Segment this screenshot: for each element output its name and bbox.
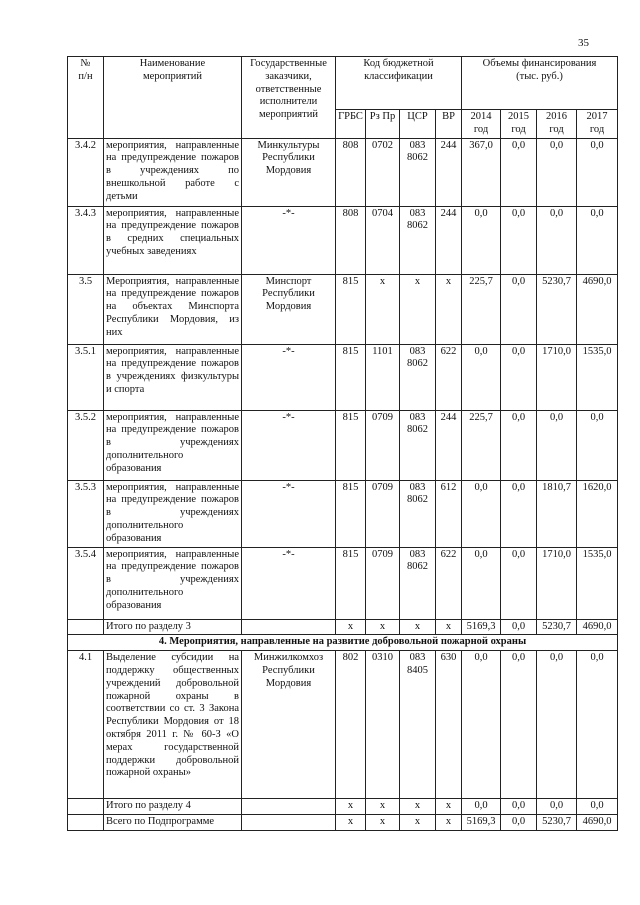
row-rz: х [366, 814, 400, 830]
row-rz: х [366, 799, 400, 815]
header-year-2017: 2017 год [577, 110, 618, 139]
row-2017: 1620,0 [577, 480, 618, 547]
row-2016: 0,0 [537, 206, 577, 274]
row-rz: х [366, 619, 400, 635]
row-name: мероприятия, направленные на предупреждение пожаров в учреждениях дополнительного образования [104, 410, 242, 480]
row-grbs: 808 [336, 206, 366, 274]
row-vr: 244 [436, 206, 462, 274]
row-num: 3.5 [68, 274, 104, 344]
row-2016: 5230,7 [537, 814, 577, 830]
row-grbs: х [336, 619, 366, 635]
row-num: 3.4.3 [68, 206, 104, 274]
row-2014: 367,0 [462, 138, 501, 206]
header-rz: Рз Пр [366, 110, 400, 139]
row-2016: 0,0 [537, 410, 577, 480]
header-num: № п/н [68, 57, 104, 139]
row-2017: 1535,0 [577, 547, 618, 619]
row-rz: 1101 [366, 344, 400, 410]
row-num: 4.1 [68, 651, 104, 799]
row-rz: 0709 [366, 547, 400, 619]
row-rz: 0709 [366, 480, 400, 547]
row-csr: 083 8405 [400, 651, 436, 799]
row-rz: 0310 [366, 651, 400, 799]
row-2017: 4690,0 [577, 814, 618, 830]
row-vr: х [436, 799, 462, 815]
row-grbs: х [336, 814, 366, 830]
row-vr: 244 [436, 138, 462, 206]
row-2017: 0,0 [577, 799, 618, 815]
row-grbs: 808 [336, 138, 366, 206]
row-customer [242, 814, 336, 830]
row-grbs: 815 [336, 274, 366, 344]
row-customer: -*- [242, 206, 336, 274]
total-label: Итого по разделу 4 [104, 799, 242, 815]
row-num [68, 814, 104, 830]
row-num: 3.5.2 [68, 410, 104, 480]
page-number: 35 [578, 37, 589, 49]
row-customer: -*- [242, 344, 336, 410]
row-csr: 083 8062 [400, 547, 436, 619]
row-customer [242, 799, 336, 815]
row-2017: 4690,0 [577, 274, 618, 344]
row-2014: 0,0 [462, 206, 501, 274]
row-2014: 0,0 [462, 547, 501, 619]
row-customer: Минкультуры Республики Мордовия [242, 138, 336, 206]
total-row-section-4 [68, 799, 618, 815]
row-2014: 0,0 [462, 651, 501, 799]
row-vr: 244 [436, 410, 462, 480]
row-2017: 0,0 [577, 138, 618, 206]
row-2015: 0,0 [501, 799, 537, 815]
header-year-2016: 2016 год [537, 110, 577, 139]
row-customer [242, 619, 336, 635]
table-row [68, 206, 618, 274]
row-2014: 225,7 [462, 410, 501, 480]
row-num: 3.5.3 [68, 480, 104, 547]
row-customer: Минспорт Республики Мордовия [242, 274, 336, 344]
table-row [68, 480, 618, 547]
row-2014: 225,7 [462, 274, 501, 344]
row-2017: 0,0 [577, 206, 618, 274]
row-name: мероприятия, направленные на предупреждение пожаров в учреждениях дополнительного образования [104, 480, 242, 547]
row-grbs: 815 [336, 410, 366, 480]
row-vr: 630 [436, 651, 462, 799]
row-csr: 083 8062 [400, 344, 436, 410]
row-rz: 0709 [366, 410, 400, 480]
row-customer: Минжилкомхоз Республики Мордовия [242, 651, 336, 799]
row-vr: 622 [436, 547, 462, 619]
table-row [68, 344, 618, 410]
row-num [68, 619, 104, 635]
row-2016: 1710,0 [537, 547, 577, 619]
header-budget-code: Код бюджетной классификации [336, 57, 462, 110]
row-2016: 1810,7 [537, 480, 577, 547]
row-csr: х [400, 274, 436, 344]
row-csr: х [400, 814, 436, 830]
row-2014: 0,0 [462, 799, 501, 815]
financing-table [67, 56, 618, 831]
row-csr: х [400, 619, 436, 635]
row-grbs: 815 [336, 480, 366, 547]
row-2017: 0,0 [577, 410, 618, 480]
row-2016: 1710,0 [537, 344, 577, 410]
section-4-header [68, 635, 618, 651]
total-label: Итого по разделу 3 [104, 619, 242, 635]
row-2015: 0,0 [501, 206, 537, 274]
row-vr: х [436, 619, 462, 635]
row-customer: -*- [242, 410, 336, 480]
header-year-2014: 2014 год [462, 110, 501, 139]
row-2014: 5169,3 [462, 619, 501, 635]
row-customer: -*- [242, 480, 336, 547]
row-name: мероприятия, направленные на предупреждение пожаров в средних специальных учебных заведениях [104, 206, 242, 274]
row-csr: 083 8062 [400, 206, 436, 274]
row-2016: 0,0 [537, 799, 577, 815]
header-name: Наименование мероприятий [104, 57, 242, 139]
table-row [68, 651, 618, 799]
row-num: 3.5.1 [68, 344, 104, 410]
row-grbs: х [336, 799, 366, 815]
row-2015: 0,0 [501, 274, 537, 344]
row-2014: 0,0 [462, 480, 501, 547]
row-2015: 0,0 [501, 410, 537, 480]
row-vr: х [436, 274, 462, 344]
row-customer: -*- [242, 547, 336, 619]
row-2016: 5230,7 [537, 274, 577, 344]
header-customers: Государственные заказчики, ответственные исполнители мероприятий [242, 57, 336, 139]
row-num: 3.4.2 [68, 138, 104, 206]
row-rz: 0702 [366, 138, 400, 206]
section-4-title: 4. Мероприятия, направленные на развитие добровольной пожарной охраны [68, 635, 618, 651]
row-vr: х [436, 814, 462, 830]
table-row [68, 138, 618, 206]
row-2015: 0,0 [501, 480, 537, 547]
row-csr: х [400, 799, 436, 815]
row-2016: 5230,7 [537, 619, 577, 635]
row-2017: 1535,0 [577, 344, 618, 410]
header-csr: ЦСР [400, 110, 436, 139]
row-name: мероприятия, направленные на предупреждение пожаров в учреждениях дополнительного образования [104, 547, 242, 619]
header-row-1 [68, 57, 618, 110]
total-row-section-3 [68, 619, 618, 635]
row-name: мероприятия, направленные на предупреждение пожаров в учреждениях по внешкольной работе с детьми [104, 138, 242, 206]
header-financing: Объемы финансирования (тыс. руб.) [462, 57, 618, 110]
table-row [68, 547, 618, 619]
row-2015: 0,0 [501, 619, 537, 635]
row-num [68, 799, 104, 815]
row-name: мероприятия, направленные на предупреждение пожаров в учреждениях физкультуры и спорта [104, 344, 242, 410]
row-name: Выделение субсидии на поддержку общественных учреждений добровольной пожарной охраны в соответствии со ст. 3 Закона Республики Мордовия от 18 октября 2011 г. № 60-З «О мерах государственной поддержки добровольной пожарной охраны» [104, 651, 242, 799]
row-rz: 0704 [366, 206, 400, 274]
row-grbs: 815 [336, 547, 366, 619]
grand-total-label: Всего по Подпрограмме [104, 814, 242, 830]
row-2015: 0,0 [501, 344, 537, 410]
row-2016: 0,0 [537, 138, 577, 206]
row-2016: 0,0 [537, 651, 577, 799]
row-2017: 0,0 [577, 651, 618, 799]
row-grbs: 815 [336, 344, 366, 410]
row-csr: 083 8062 [400, 410, 436, 480]
row-2015: 0,0 [501, 138, 537, 206]
row-2015: 0,0 [501, 547, 537, 619]
row-2017: 4690,0 [577, 619, 618, 635]
row-2014: 0,0 [462, 344, 501, 410]
row-grbs: 802 [336, 651, 366, 799]
row-num: 3.5.4 [68, 547, 104, 619]
header-grbs: ГРБС [336, 110, 366, 139]
table-row [68, 274, 618, 344]
row-rz: х [366, 274, 400, 344]
table-row [68, 410, 618, 480]
header-year-2015: 2015 год [501, 110, 537, 139]
row-vr: 612 [436, 480, 462, 547]
row-csr: 083 8062 [400, 480, 436, 547]
header-vr: ВР [436, 110, 462, 139]
row-2015: 0,0 [501, 651, 537, 799]
row-2015: 0,0 [501, 814, 537, 830]
grand-total-row [68, 814, 618, 830]
row-vr: 622 [436, 344, 462, 410]
row-name: Мероприятия, направленные на предупреждение пожаров на объектах Минспорта Республики Мордовия, из них [104, 274, 242, 344]
row-2014: 5169,3 [462, 814, 501, 830]
row-csr: 083 8062 [400, 138, 436, 206]
